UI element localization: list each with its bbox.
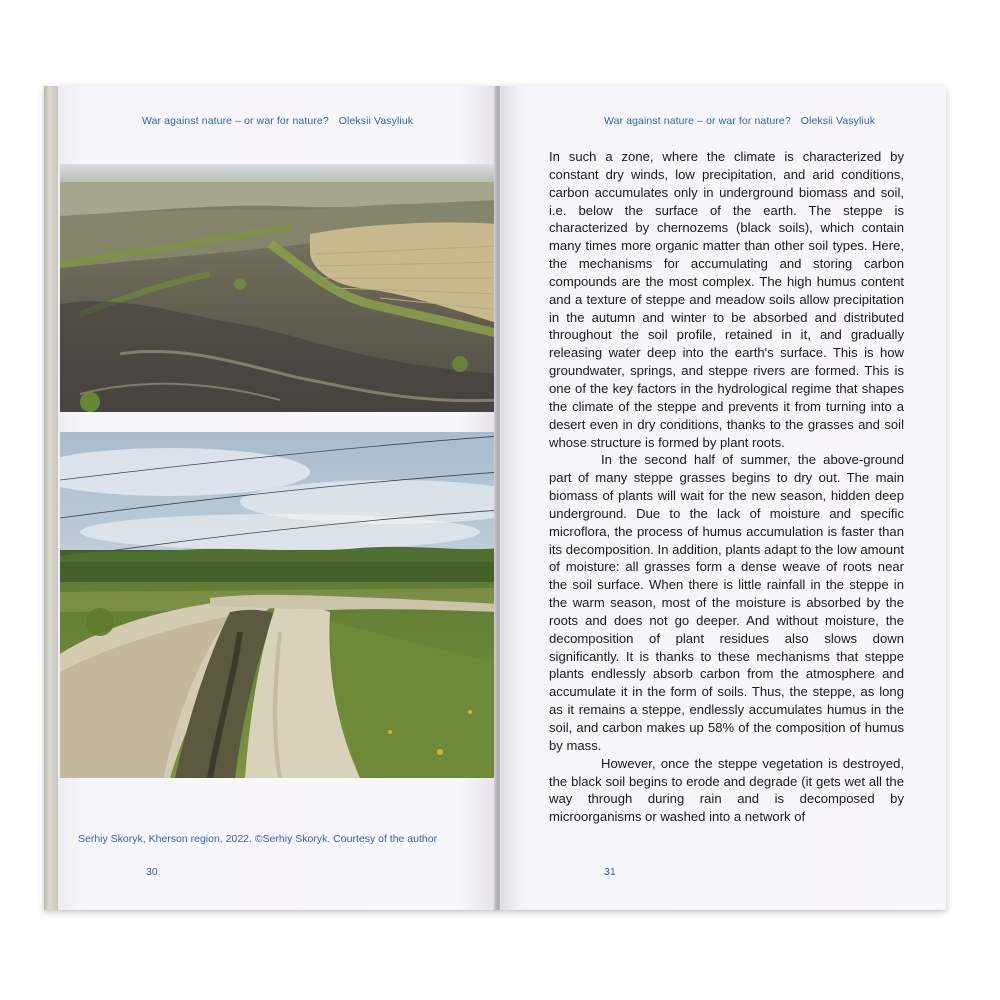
running-head-author: Oleksii Vasyliuk [800, 115, 876, 127]
running-head-title: War against nature – or war for nature? [142, 115, 329, 127]
running-head-title: War against nature – or war for nature? [604, 115, 791, 127]
running-head-author: Oleksii Vasyliuk [338, 115, 414, 127]
right-running-head [604, 115, 875, 127]
aerial-steppe-photo [60, 164, 496, 412]
right-page [500, 86, 946, 910]
book-edge [44, 86, 58, 910]
photo-caption: Serhiy Skoryk, Kherson region, 2022. ©Serhiy Skoryk. Courtesy of the author [78, 833, 438, 845]
paragraph: In the second half of summer, the above-ground part of many steppe grasses begins to dry out. The main biomass of plants will wait for the new season, hidden deep underground. Due to the lack of moisture and specific microflora, the process of humus accumulation is faster than its decomposition. In addition, plants adapt to the low amount of moisture: all grasses form a dense weave of roots near the soil surface. When there is little rainfall in the steppe in the warm season, most of the moisture is absorbed by the roots and does not go deeper. And without moisture, the decomposition of plant residues also slows down significantly. It is thanks to these mechanisms that steppe plants endlessly absorb carbon from the atmosphere and accumulate it in the form of soils. Thus, the steppe, as long as it remains a steppe, endlessly accumulates humus in the soil, and carbon makes up 58% of the composition of humus by mass. [549, 452, 904, 753]
left-page [58, 86, 496, 910]
body-text [549, 148, 904, 826]
left-page-number: 30 [146, 866, 158, 878]
paragraph: However, once the steppe vegetation is destroyed, the black soil begins to erode and degrade (it gets wet all the way through during rain and is decomposed by microorganisms or washed into a network of [549, 755, 904, 825]
trench-steppe-photo [60, 432, 496, 778]
left-running-head [142, 115, 413, 127]
open-book [44, 86, 946, 910]
paragraph: In such a zone, where the climate is characterized by constant dry winds, low precipitation, and arid conditions, carbon accumulates only in underground biomass and soil, i.e. below the surface of the earth. The steppe is characterized by chernozems (black soils), which contain many times more organic matter than other soil types. Here, the mechanisms for accumulating and storing carbon compounds are the most complex. The high humus content and a texture of steppe and meadow soils allow precipitation in the autumn and winter to be absorbed and distributed throughout the soil profile, retained in it, and gradually releasing water deep into the earth's surface. This is how groundwater, springs, and steppe rivers are formed. This is one of the key factors in the hydrological regime that shapes the climate of the steppe and prevents it from turning into a desert even in dry conditions, thanks to the grasses and soil whose structure is formed by plant roots. [549, 149, 904, 450]
right-page-number: 31 [604, 866, 616, 878]
